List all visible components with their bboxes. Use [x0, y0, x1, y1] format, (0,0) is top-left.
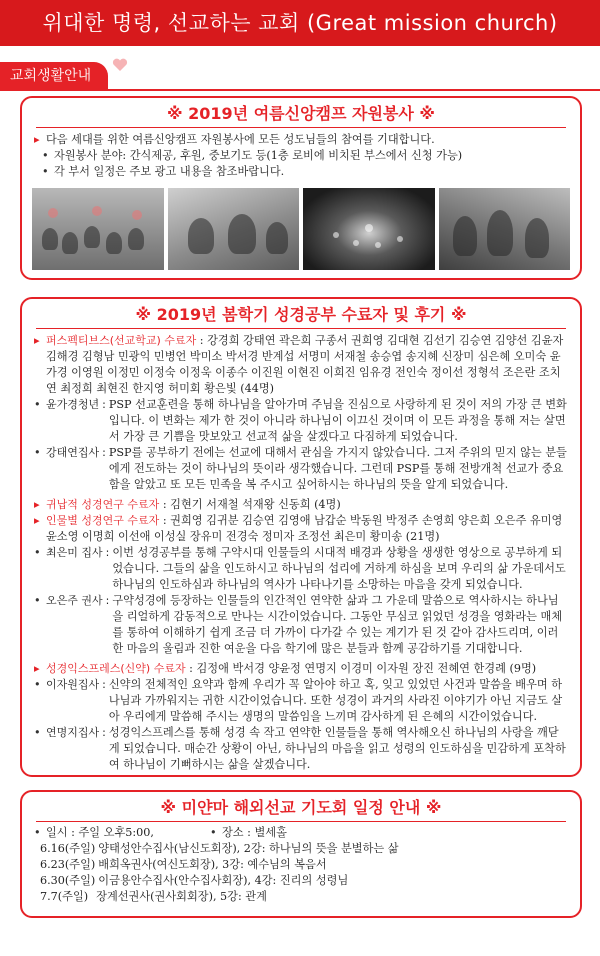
review-name: 강태연집사 — [46, 446, 100, 459]
schedule-row — [22, 873, 580, 889]
dot-icon: • — [34, 726, 41, 739]
prayer-time-place — [34, 825, 568, 841]
page-banner — [0, 0, 600, 46]
dot-icon: • — [34, 398, 41, 411]
review-name: 연명지집사 — [46, 726, 100, 739]
dot-icon: • — [34, 826, 41, 839]
bullet-icon: ▸ — [34, 498, 40, 511]
review-name: 이자원집사 — [46, 678, 100, 691]
review-name: 최은미 집사 — [46, 546, 103, 559]
group-label: 성경익스프레스(신약) 수료자 — [46, 662, 186, 675]
schedule-date: 6.30(주일) — [40, 874, 96, 887]
review-text: PSP 선교훈련을 통해 하나님을 알아가며 주님을 진심으로 사랑하게 된 것이 저의 가장 큰 변화입니다. 이 변화는 제가 한 것이 아니라 하나님이 이끄신 것이며 이 모든 과정을 통해 저는 살면서 가장 큰 기쁨을 맛보았고 선교적 삶을 살겠다고 다짐하게 되었습니다. — [108, 398, 567, 443]
schedule-date: 6.23(주일) — [40, 858, 96, 871]
review-name: 윤가경청년 — [46, 398, 100, 411]
review-item: • 강태연집사 : PSP를 공부하기 전에는 선교에 대해서 관심을 가지지 않았습니다. 그저 주위의 믿지 않는 분들에게 전도하는 것이 하나님의 뜻이라 생각했습니다. 그런데 PSP를 통해 전방개척 선교가 중요함을 알았고 또 모든 민족을 복 주시고 싶어하시는 하나님의 뜻을 알게 되었습니다. — [34, 446, 567, 491]
schedule-text: 배희옥권사(여신도회장), 3강: 예수님의 복음서 — [98, 858, 327, 871]
camp-title: ※ 2019년 여름신앙캠프 자원봉사 ※ — [167, 104, 435, 123]
bible-study-box — [20, 297, 582, 777]
camp-photo-praise — [439, 188, 571, 270]
bullet-icon: ▸ — [34, 133, 40, 146]
review-text: PSP를 공부하기 전에는 선교에 대해서 관심을 가지지 않았습니다. 그저 주위의 믿지 않는 분들에게 전도하는 것이 하나님의 뜻이라 생각했습니다. 그런데 PSP를 통해 전방개척 선교가 중요함을 알았고 또 모든 민족을 복 주시고 싶어하시는 하나님의 뜻을 알게 되었습니다. — [108, 446, 567, 491]
group-express: ▸ 성경익스프레스(신약) 수료자 : 김정애 박서경 양윤정 연명지 이경미 이자원 장진 전혜연 한경례 (9명) — [34, 662, 537, 675]
camp-item: 각 부서 일정은 주보 광고 내용을 참조바랍니다. — [54, 165, 285, 178]
camp-intro: 다음 세대를 위한 여름신앙캠프 자원봉사에 모든 성도님들의 참여를 기대합니다. — [46, 133, 435, 146]
review-item: • 최은미 집사 : 이번 성경공부를 통해 구약시대 인물들의 시대적 배경과 상황을 생생한 영상으로 공부하게 되었습니다. 그들의 삶을 인도하시고 하나님의 섭리에 거하게 하심을 보며 우리의 삶 가운데서도 하나님의 인도하심과 하나님의 역사가 나타나기를 소망하는 마음을 갖게 되었습니다. — [34, 545, 568, 593]
group-perspectives: ▸ 퍼스펙티브스(선교학교) 수료자 : 강경희 강태연 곽은희 구종서 권희영 김대현 김선기 김승연 김양선 김윤자 김해경 김형남 민광익 민병언 박미소 박서경 반계섭 서명미 서재철 송승엽 송지혜 신장미 심은혜 오미숙 윤가경 이영원 이정민 이정숙 이정욱 이종수 이진원 이현진 이희진 임유경 전인숙 정이선 정형석 조은란 조치연 최정희 최현진 한지영 허미회 황은빛 (44명) — [34, 334, 564, 395]
section-tab — [0, 62, 108, 90]
review-text: 성경익스프레스를 통해 성경 속 작고 연약한 인물들을 통해 역사해오신 하나님의 사랑을 깨닫게 되었습니다. 매순간 상황이 아닌, 하나님의 마음을 읽고 성령의 인도하심을 민감하게 포착하여 하나님이 기뻐하시는 삶을 살겠습니다. — [108, 726, 566, 771]
review-item: • 오은주 권사 : 구약성경에 등장하는 인물들의 인간적인 연약한 삶과 그 가운데 말씀으로 역사하시는 하나님을 리얼하게 감동적으로 만나는 시간이었습니다. 그동안 무심코 읽었던 성경을 영화라는 매체를 통하여 이해하기 쉽게 조금 더 가까이 다가갈 수 있는 계기가 된 것 같아 감사드리며, 이러한 마음의 울림과 진한 여운을 다음 학기에 많은 분들과 함께 공감하기를 기대합니다. — [34, 593, 568, 657]
camp-photo-worship — [168, 188, 300, 270]
group-label: 퍼스펙티브스(선교학교) 수료자 — [46, 334, 197, 347]
section-tab-label: 교회생활안내 — [10, 68, 92, 84]
group-names: 김현기 서재철 석재왕 신동희 (4명) — [170, 498, 341, 511]
dot-icon: • — [34, 446, 41, 459]
prayer-title: ※ 미얀마 해외선교 기도회 일정 안내 ※ — [160, 798, 442, 817]
review-item: • 연명지집사 : 성경익스프레스를 통해 성경 속 작고 연약한 인물들을 통해 역사해오신 하나님의 사랑을 깨닫게 되었습니다. 매순간 상황이 아닌, 하나님의 마음을 읽고 성령의 인도하심을 민감하게 포착하여 하나님이 기뻐하시는 삶을 살겠습니다. — [34, 725, 568, 773]
prayer-meeting-box — [20, 790, 582, 918]
prayer-time: 일시 : 주일 오후5:00, — [46, 826, 154, 839]
camp-item: 자원봉사 분야: 간식제공, 후원, 중보기도 등(1층 로비에 비치된 부스에서 신청 가능) — [54, 149, 463, 162]
camp-volunteer-box — [20, 96, 582, 280]
dot-icon: • — [42, 149, 49, 162]
review-text: 구약성경에 등장하는 인물들의 인간적인 연약한 삶과 그 가운데 말씀으로 역사하시는 하나님을 리얼하게 감동적으로 만나는 시간이었습니다. 그동안 무심코 읽었던 성경을 영화라는 매체를 통하여 이해하기 쉽게 조금 더 가까이 다가갈 수 있는 계기가 된 것 같아 감사드리며, 이러한 마음의 울림과 진한 여운을 다음 학기에 많은 분들과 함께 공감하기를 기대합니다. — [112, 594, 563, 655]
study-title: ※ 2019년 봄학기 성경공부 수료자 및 후기 ※ — [135, 305, 467, 324]
schedule-text: 양태성안수집사(남신도회장), 2강: 하나님의 뜻을 분별하는 삶 — [98, 842, 399, 855]
camp-photo-candles — [303, 188, 435, 270]
group-inductive: ▸ 귀납적 성경연구 수료자 : 김현기 서재철 석재왕 신동희 (4명) — [34, 498, 341, 511]
review-item: • 윤가경청년 : PSP 선교훈련을 통해 하나님을 알아가며 주님을 진심으로 사랑하게 된 것이 저의 가장 큰 변화입니다. 이 변화는 제가 한 것이 아니라 하나님이 이끄신 것이며 이 모든 과정을 통해 저는 살면서 가장 큰 기쁨을 맛보았고 선교적 삶을 살겠다고 다짐하게 되었습니다. — [34, 398, 567, 443]
banner-title: 위대한 명령, 선교하는 교회 (Great mission church) — [42, 11, 558, 35]
review-item: • 이자원집사 : 신약의 전체적인 요약과 함께 우리가 꼭 알아야 하고 혹, 잊고 있었던 사건과 말씀을 배우며 하나님과 가까워지는 귀한 시간이었습니다. 또한 성경이 과거의 사라진 이야기가 아닌 지금도 살아 우리에게 말씀해 주시는 생명의 말씀임을 느끼며 감사하게 된 은혜의 시간이었습니다. — [34, 677, 568, 725]
group-character: ▸ 인물별 성경연구 수료자 : 권희영 김귀분 김승연 김영애 남갑순 박동원 박정주 손영희 양은희 오은주 유미영 윤소영 이명희 이선애 이성실 장유미 전경숙 정미자 조정선 최은미 황미송 (21명) — [34, 514, 563, 543]
schedule-date: 6.16(주일) — [40, 842, 96, 855]
group-names: 권희영 김귀분 김승연 김영애 남갑순 박동원 박정주 손영희 양은희 오은주 유미영 윤소영 이명희 이선애 이성실 장유미 전경숙 정미자 조정선 최은미 황미송 (21명) — [46, 514, 563, 543]
camp-photo-strip — [22, 180, 580, 270]
camp-photo-group — [32, 188, 164, 270]
bullet-icon: ▸ — [34, 662, 40, 675]
schedule-row — [22, 857, 580, 873]
review-name: 오은주 권사 — [46, 594, 103, 607]
group-label: 인물별 성경연구 수료자 — [46, 514, 160, 527]
section-rule — [0, 89, 600, 91]
dot-icon: • — [42, 165, 49, 178]
bullet-icon: ▸ — [34, 514, 40, 527]
dot-icon: • — [210, 826, 217, 839]
group-names: 강경희 강태연 곽은희 구종서 권희영 김대현 김선기 김승연 김양선 김윤자 김해경 김형남 민광익 민병언 박미소 박서경 반계섭 서명미 서재철 송승엽 송지혜 신장미 심은혜 오미숙 윤가경 이영원 이정민 이정숙 이정욱 이종수 이진원 이현진 이희진 임유경 전인숙 정이선 정형석 조은란 조치연 최정희 최현진 한지영 허미회 황은빛 (44명) — [46, 334, 564, 395]
group-label: 귀납적 성경연구 수료자 — [46, 498, 160, 511]
dot-icon: • — [34, 546, 41, 559]
heart-icon — [112, 58, 128, 72]
dot-icon: • — [34, 678, 41, 691]
dot-icon: • — [34, 594, 41, 607]
bullet-icon: ▸ — [34, 334, 40, 347]
prayer-place: 장소 : 별세홀 — [222, 826, 287, 839]
review-text: 신약의 전체적인 요약과 함께 우리가 꼭 알아야 하고 혹, 잊고 있었던 사건과 말씀을 배우며 하나님과 가까워지는 귀한 시간이었습니다. 또한 성경이 과거의 사라진 이야기가 아닌 지금도 살아 우리에게 말씀해 주시는 생명의 말씀임을 느끼며 감사하게 된 은혜의 시간이었습니다. — [108, 678, 563, 723]
schedule-row — [22, 889, 580, 905]
schedule-date: 7.7(주일) — [40, 890, 89, 903]
schedule-text: 장계선권사(권사회회장), 5강: 관계 — [96, 890, 267, 903]
group-names: 김정애 박서경 양윤정 연명지 이경미 이자원 장진 전혜연 한경례 (9명) — [196, 662, 537, 675]
schedule-text: 이금용안수집사(안수집사회장), 4강: 진리의 성령님 — [98, 874, 349, 887]
schedule-row — [22, 841, 580, 857]
review-text: 이번 성경공부를 통해 구약시대 인물들의 시대적 배경과 상황을 생생한 영상으로 공부하게 되었습니다. 그들의 삶을 인도하시고 하나님의 섭리에 거하게 하심을 보며 우리의 삶 가운데서도 하나님의 인도하심과 하나님의 역사가 나타나기를 소망하는 마음을 갖게 되었습니다. — [112, 546, 566, 591]
